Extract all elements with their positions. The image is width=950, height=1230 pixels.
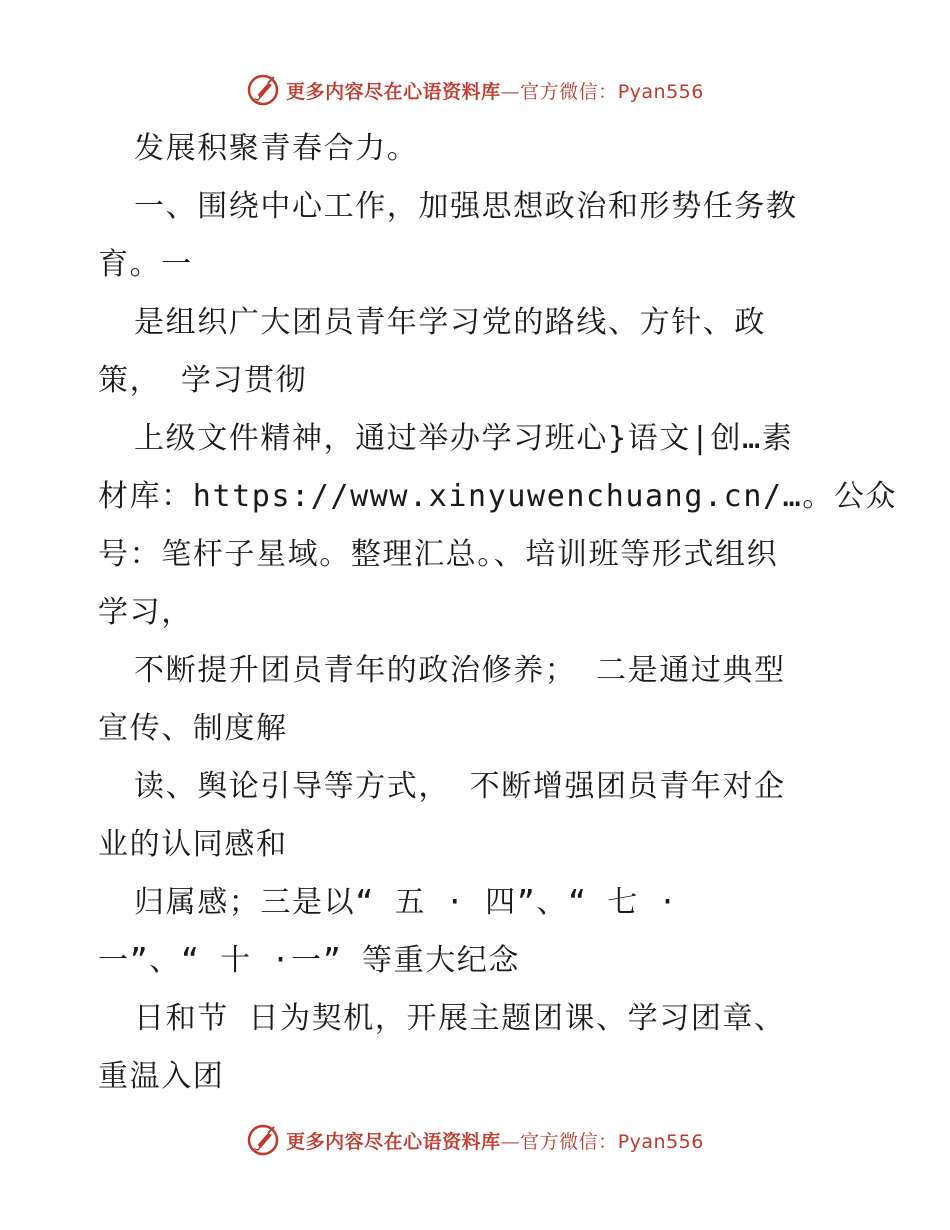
- text-line: 学习，: [98, 595, 193, 630]
- banner-wechat-label: 官方微信：: [520, 1130, 618, 1153]
- text-line: 是组织广大团员青年学习党的路线、方针、政: [134, 305, 766, 340]
- text-line: 一”、“ 十 ·一” 等重大纪念: [98, 943, 521, 978]
- text-line: 育。一: [98, 247, 193, 282]
- quill-pen-circle-icon: [246, 73, 280, 107]
- text-line: 上级文件精神，通过举办学习班心}语文|创…素: [134, 421, 794, 456]
- text-line: 日和节 日为契机，开展主题团课、学习团章、: [134, 1001, 786, 1036]
- text-line: 不断提升团员青年的政治修养； 二是通过典型: [134, 653, 786, 688]
- banner-wechat-id: Pyan556: [617, 1130, 704, 1153]
- banner-brand: 更多内容尽在心语资料库: [286, 80, 501, 103]
- text-line: 材库：https://www.xinyuwenchuang.cn/…。公众: [98, 479, 898, 514]
- text-line: 号：笔杆子星域。整理汇总。、培训班等形式组织: [98, 537, 779, 572]
- text-line: 策， 学习贯彻: [98, 363, 308, 398]
- banner-text: [286, 77, 704, 104]
- banner-wechat-label: 官方微信：: [520, 80, 618, 103]
- banner-wechat-id: Pyan556: [617, 80, 704, 103]
- banner-text: [286, 1127, 704, 1154]
- banner-separator: —: [500, 1130, 521, 1153]
- header-banner: [0, 70, 950, 110]
- text-line: 一、围绕中心工作，加强思想政治和形势任务教: [134, 189, 798, 224]
- footer-banner: [0, 1120, 950, 1160]
- text-line: 业的认同感和: [98, 827, 288, 862]
- text-line: 重温入团: [98, 1059, 225, 1094]
- banner-separator: —: [500, 80, 521, 103]
- text-line: 发展积聚青春合力。: [134, 131, 419, 166]
- text-line: 宣传、制度解: [98, 711, 288, 746]
- text-line: 归属感；三是以“ 五 · 四”、“ 七 ·: [134, 885, 679, 920]
- text-line: 读、舆论引导等方式， 不断增强团员青年对企: [134, 769, 786, 804]
- banner-brand: 更多内容尽在心语资料库: [286, 1130, 501, 1153]
- document-body: [98, 120, 898, 1106]
- quill-pen-circle-icon: [246, 1123, 280, 1157]
